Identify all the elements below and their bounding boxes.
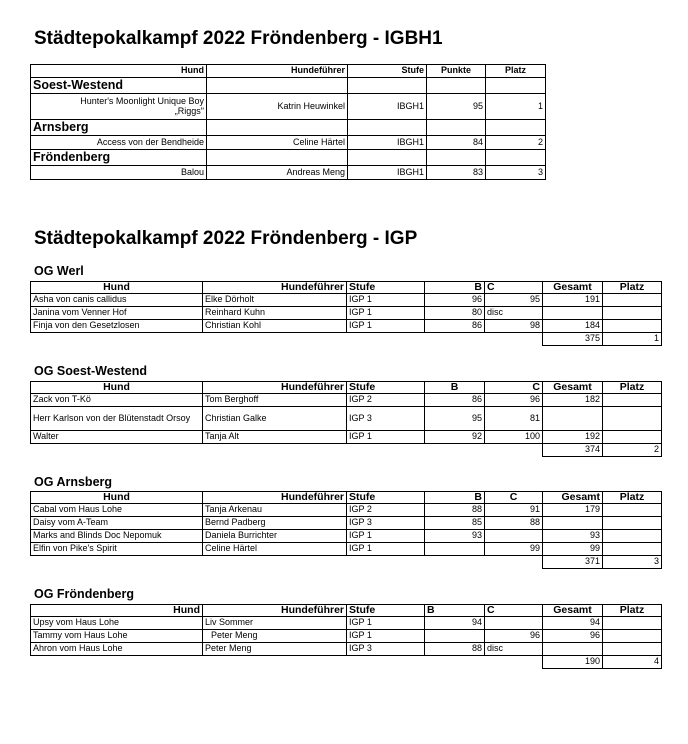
col-header-c: C [485, 282, 543, 294]
section-title: OG Soest-Westend [34, 364, 147, 378]
punkte-cell: 95 [427, 94, 486, 120]
group-name: Arnsberg [31, 120, 207, 136]
igp-title: Städtepokalkampf 2022 Fröndenberg - IGP [34, 228, 418, 249]
punkte-cell: 84 [427, 136, 486, 150]
hund-cell: Access von der Bendheide [31, 136, 207, 150]
og-werl-table [30, 281, 662, 346]
section-title: OG Fröndenberg [34, 587, 134, 601]
table-row [31, 136, 546, 150]
table-row: Elfin von Pike's Spirit Celine Härtel IGP 1 99 99 [31, 543, 662, 556]
platz-cell: 2 [486, 136, 546, 150]
fuehrer-cell: Andreas Meng [207, 166, 348, 180]
col-header-punkte: Punkte [427, 65, 486, 78]
col-header-stufe: Stufe [347, 605, 425, 617]
total-row [31, 444, 662, 457]
table-row [31, 94, 546, 120]
table-row: Ahron vom Haus Lohe Peter Meng IGP 3 88 disc [31, 643, 662, 656]
col-header-hund: Hund [31, 382, 203, 394]
section-title: OG Arnsberg [34, 475, 113, 489]
table-row: Janina vom Venner Hof Reinhard Kuhn IGP 1 80 disc [31, 307, 662, 320]
igbh1-table [30, 64, 546, 180]
col-header-hund: Hund [31, 282, 203, 294]
total-row [31, 556, 662, 569]
col-header-stufe: Stufe [347, 492, 425, 504]
col-header-b: B [425, 282, 485, 294]
col-header-hund: Hund [31, 65, 207, 78]
col-header-gesamt: Gesamt [543, 605, 603, 617]
fuehrer-cell: Celine Härtel [207, 136, 348, 150]
platz-cell: 4 [603, 656, 662, 669]
col-header-gesamt: Gesamt [543, 382, 603, 394]
total-cell: 374 [543, 444, 603, 457]
col-header-hundefuehrer: Hundeführer [203, 605, 347, 617]
table-row: Walter Tanja Alt IGP 1 92 100 192 [31, 431, 662, 444]
og-soest-westend-table [30, 381, 662, 457]
platz-cell: 3 [603, 556, 662, 569]
og-arnsberg-table [30, 491, 662, 569]
col-header-hundefuehrer: Hundeführer [203, 382, 347, 394]
stufe-cell: IBGH1 [348, 166, 427, 180]
group-name: Soest-Westend [31, 78, 207, 94]
col-header-platz: Platz [603, 605, 662, 617]
group-name: Fröndenberg [31, 150, 207, 166]
table-row: Zack von T-Kö Tom Berghoff IGP 2 86 96 182 [31, 394, 662, 407]
col-header-platz: Platz [486, 65, 546, 78]
table-row: Marks and Blinds Doc Nepomuk Daniela Burrichter IGP 1 93 93 [31, 530, 662, 543]
fuehrer-cell: Katrin Heuwinkel [207, 94, 348, 120]
table-row [31, 166, 546, 180]
og-froendenberg-table [30, 604, 662, 669]
table-row: Asha von canis callidus Elke Dörholt IGP 1 96 95 191 [31, 294, 662, 307]
table-row: Herr Karlson von der Blütenstadt Orsoy Christian Galke IGP 3 95 81 [31, 407, 662, 431]
platz-cell: 1 [486, 94, 546, 120]
punkte-cell: 83 [427, 166, 486, 180]
total-cell: 371 [543, 556, 603, 569]
table-row: Upsy vom Haus Lohe Liv Sommer IGP 1 94 94 [31, 617, 662, 630]
platz-cell: 3 [486, 166, 546, 180]
col-header-gesamt: Gesamt [543, 492, 603, 504]
col-header-hund: Hund [31, 605, 203, 617]
col-header-c: C [485, 492, 543, 504]
col-header-platz: Platz [603, 282, 662, 294]
hund-cell: Balou [31, 166, 207, 180]
igbh1-title: Städtepokalkampf 2022 Fröndenberg - IGBH1 [34, 28, 443, 49]
total-row [31, 333, 662, 346]
platz-cell: 2 [603, 444, 662, 457]
col-header-platz: Platz [603, 492, 662, 504]
col-header-hundefuehrer: Hundeführer [207, 65, 348, 78]
col-header-gesamt: Gesamt [543, 282, 603, 294]
table-row: Tammy vom Haus Lohe Peter Meng IGP 1 96 96 [31, 630, 662, 643]
col-header-hundefuehrer: Hundeführer [203, 492, 347, 504]
total-cell: 190 [543, 656, 603, 669]
col-header-b: B [425, 382, 485, 394]
table-row: Cabal vom Haus Lohe Tanja Arkenau IGP 2 88 91 179 [31, 504, 662, 517]
platz-cell: 1 [603, 333, 662, 346]
col-header-stufe: Stufe [347, 282, 425, 294]
stufe-cell: IBGH1 [348, 136, 427, 150]
col-header-b: B [425, 492, 485, 504]
col-header-hund: Hund [31, 492, 203, 504]
stufe-cell: IBGH1 [348, 94, 427, 120]
section-title: OG Werl [34, 264, 84, 278]
col-header-stufe: Stufe [348, 65, 427, 78]
col-header-platz: Platz [603, 382, 662, 394]
table-row: Daisy vom A-Team Bernd Padberg IGP 3 85 88 [31, 517, 662, 530]
table-row: Finja von den Gesetzlosen Christian Kohl IGP 1 86 98 184 [31, 320, 662, 333]
total-row [31, 656, 662, 669]
col-header-c: C [485, 382, 543, 394]
total-cell: 375 [543, 333, 603, 346]
col-header-b: B [425, 605, 485, 617]
hund-cell: Hunter's Moonlight Unique Boy „Riggs" [31, 94, 207, 120]
col-header-c: C [485, 605, 543, 617]
col-header-hundefuehrer: Hundeführer [203, 282, 347, 294]
col-header-stufe: Stufe [347, 382, 425, 394]
